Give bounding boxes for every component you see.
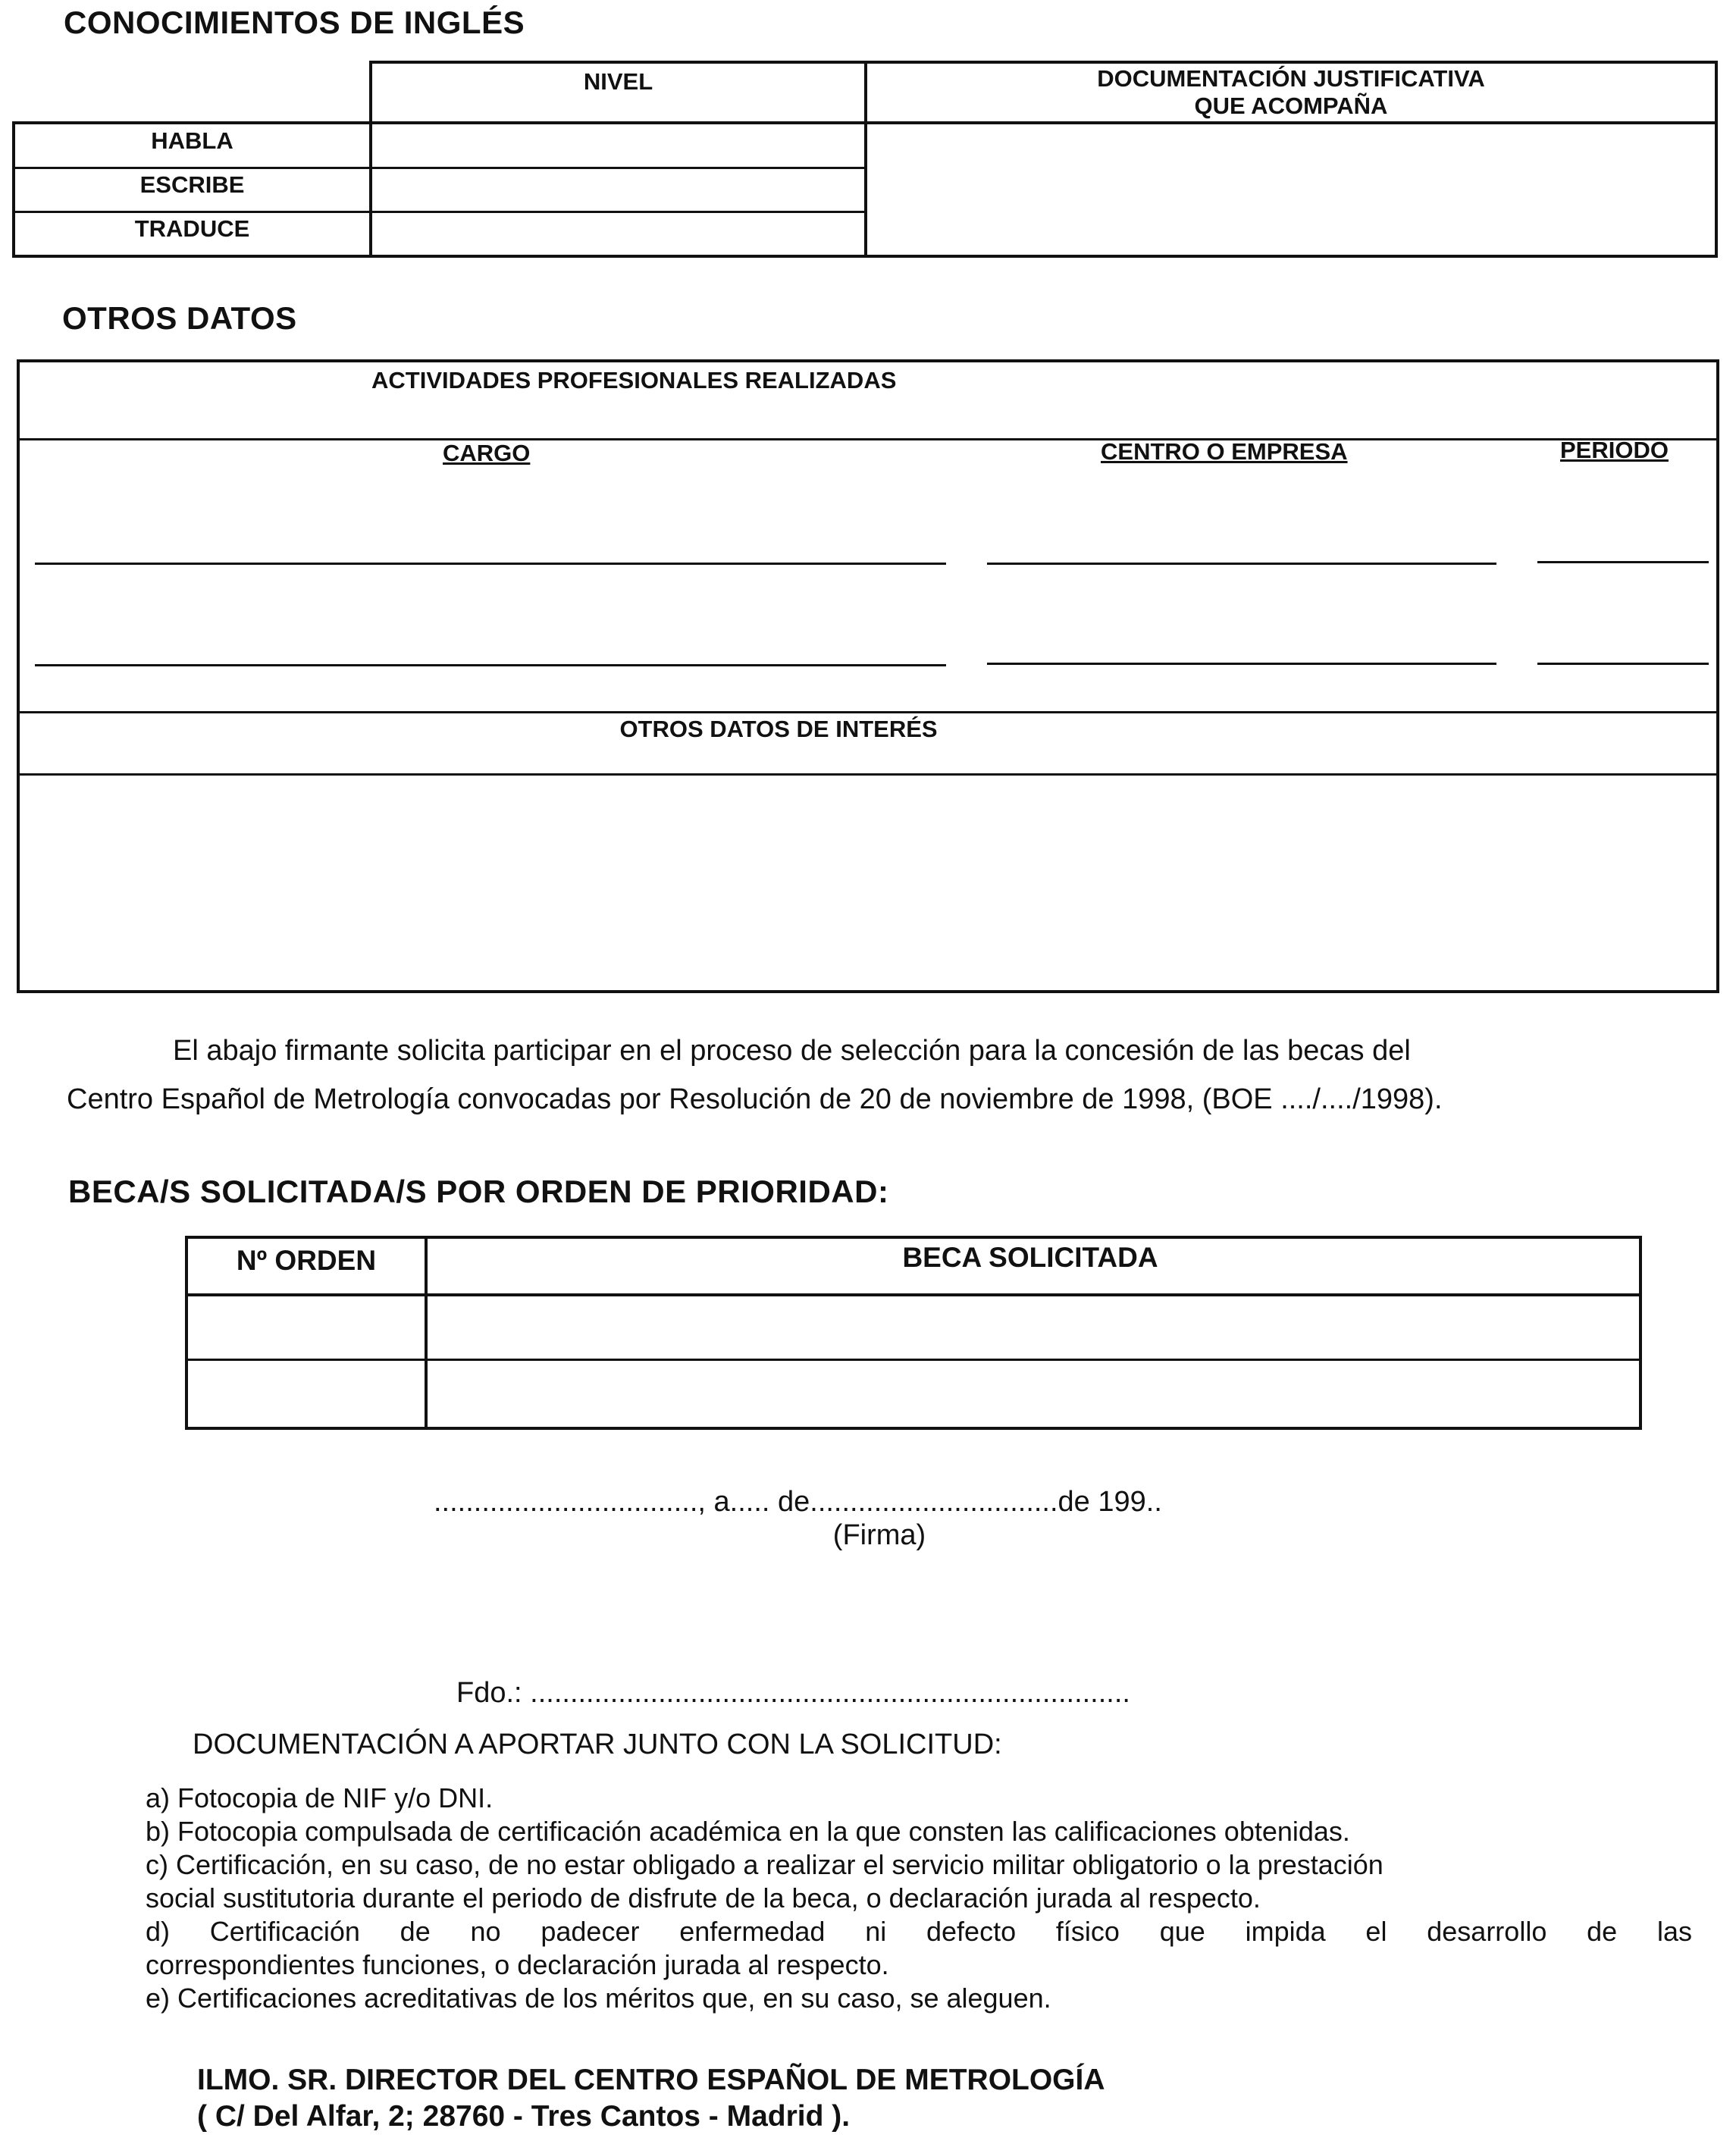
documentation-item-d1: d) Certificación de no padecer enfermedad ni defecto físico que impida el desarrollo de las: [146, 1916, 1692, 1947]
recipient-line-1: ILMO. SR. DIRECTOR DEL CENTRO ESPAÑOL DE METROLOGÍA: [197, 2064, 1105, 2096]
otros-periodo-line-1[interactable]: [1537, 561, 1709, 563]
otros-col-cargo: CARGO: [443, 440, 531, 466]
signature-firma-label: (Firma): [832, 1519, 926, 1551]
recipient-line-2: ( C/ Del Alfar, 2; 28760 - Tres Cantos - Madrid ).: [197, 2100, 851, 2133]
otros-periodo-line-2[interactable]: [1537, 663, 1709, 665]
english-doc-field[interactable]: [867, 124, 1715, 255]
otros-interes-field[interactable]: [20, 776, 1716, 990]
english-habla-nivel-field[interactable]: [372, 124, 864, 167]
english-section-title: CONOCIMIENTOS DE INGLÉS: [64, 5, 525, 40]
english-escribe-nivel-field[interactable]: [372, 169, 864, 211]
documentation-item-a: a) Fotocopia de NIF y/o DNI.: [146, 1782, 494, 1813]
otros-actividades-header: ACTIVIDADES PROFESIONALES REALIZADAS: [371, 367, 897, 393]
otros-cargo-line-2[interactable]: [35, 664, 946, 666]
english-row-traduce: TRADUCE: [134, 215, 250, 242]
otros-col-centro: CENTRO O EMPRESA: [1101, 438, 1348, 465]
english-row-escribe: ESCRIBE: [139, 171, 245, 198]
english-col-doc-line2: QUE ACOMPAÑA: [1194, 92, 1388, 119]
english-row-habla: HABLA: [151, 127, 233, 154]
becas-col-orden: Nº ORDEN: [236, 1245, 377, 1276]
otros-centro-line-1[interactable]: [987, 563, 1496, 565]
documentation-item-e: e) Certificaciones acreditativas de los méritos que, en su caso, se aleguen.: [146, 1983, 1051, 2014]
signature-fdo-line[interactable]: Fdo.: ...........................................................................: [456, 1677, 1130, 1709]
otros-interes-header: OTROS DATOS DE INTERÉS: [619, 716, 938, 742]
becas-row-1-orden-field[interactable]: [188, 1296, 425, 1359]
otros-sep-actividades: [17, 438, 1719, 440]
becas-col-beca: BECA SOLICITADA: [902, 1242, 1158, 1273]
statement-line-1: El abajo firmante solicita participar en el proceso de selección para la concesión de las becas del: [173, 1035, 1411, 1067]
becas-section-title: BECA/S SOLICITADA/S POR ORDEN DE PRIORIDAD:: [68, 1174, 889, 1209]
otros-sep-interes-bottom: [17, 773, 1719, 776]
english-col-doc-line1: DOCUMENTACIÓN JUSTIFICATIVA: [1097, 65, 1485, 92]
becas-row-2-beca-field[interactable]: [428, 1361, 1639, 1427]
recipient-block: [197, 2062, 1105, 2135]
documentation-item-b: b) Fotocopia compulsada de certificación académica en la que consten las calificaciones obtenidas.: [146, 1816, 1350, 1847]
otros-centro-line-2[interactable]: [987, 663, 1496, 665]
documentation-item-c2: social sustitutoria durante el periodo de disfrute de la beca, o declaración jurada al respecto.: [146, 1882, 1261, 1914]
documentation-list: [146, 1782, 1692, 2015]
otros-cargo-line-1[interactable]: [35, 563, 946, 565]
statement-line-2: Centro Español de Metrología convocadas por Resolución de 20 de noviembre de 1998, (BOE ..../..../1998).: [67, 1083, 1443, 1115]
otros-sep-interes-top: [17, 711, 1719, 713]
english-traduce-nivel-field[interactable]: [372, 213, 864, 255]
becas-row-1-beca-field[interactable]: [428, 1296, 1639, 1359]
documentation-item-d2: correspondientes funciones, o declaración jurada al respecto.: [146, 1949, 889, 1980]
otros-col-periodo: PERIODO: [1560, 437, 1669, 463]
english-col-nivel: NIVEL: [583, 68, 653, 95]
documentation-item-c1: c) Certificación, en su caso, de no estar obligado a realizar el servicio militar obligatorio o la prestación: [146, 1849, 1383, 1880]
signature-date-line[interactable]: ................................., a..... de...............................de 199..: [434, 1486, 1162, 1518]
becas-row-2-orden-field[interactable]: [188, 1361, 425, 1427]
documentation-title: DOCUMENTACIÓN A APORTAR JUNTO CON LA SOLICITUD:: [193, 1729, 1002, 1760]
otros-section-title: OTROS DATOS: [62, 300, 297, 336]
english-col-doc: [867, 65, 1715, 120]
